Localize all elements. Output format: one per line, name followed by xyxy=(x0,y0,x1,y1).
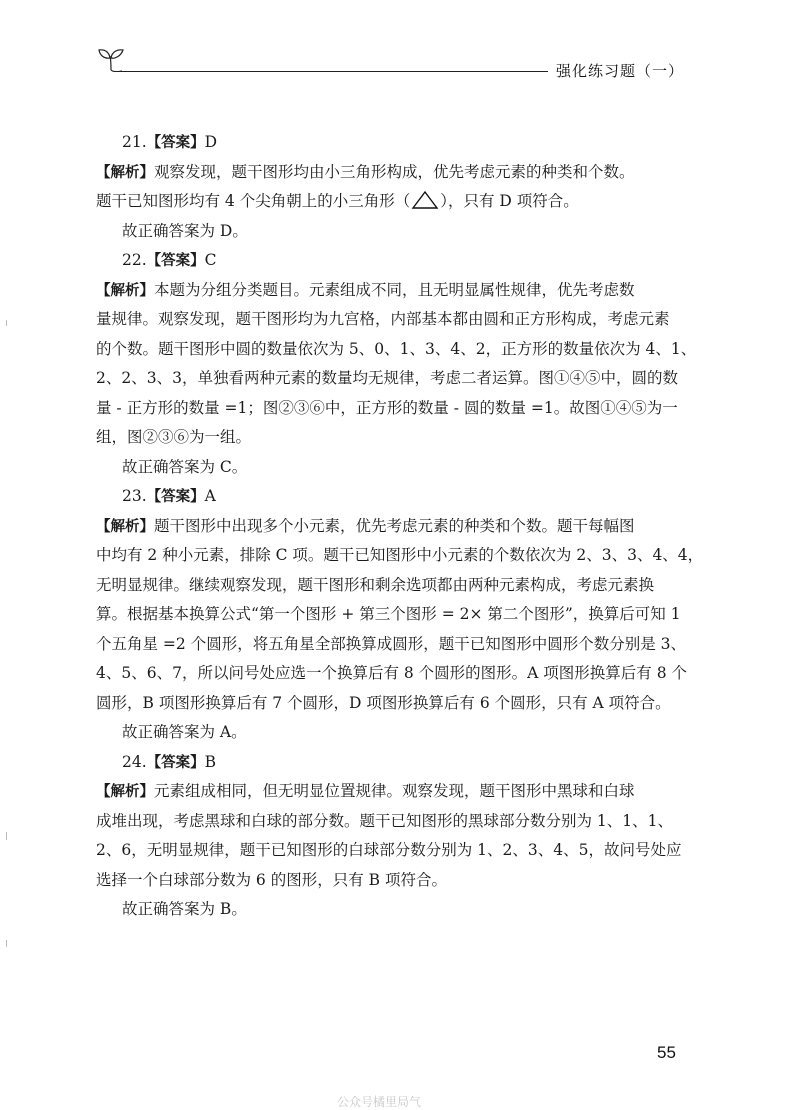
answer-tag: 【答案】 xyxy=(146,253,205,269)
q23-analysis-line: 无明显规律。继续观察发现，题干图形和剩余选项都由两种元素构成，考虑元素换 xyxy=(96,575,655,594)
q23-number: 23. xyxy=(122,487,147,505)
q23-analysis-line: 算。根据基本换算公式“第一个图形 + 第三个图形 = 2× 第二个图形”，换算后可知 1 xyxy=(96,605,681,623)
answer-content xyxy=(96,128,704,925)
q22-analysis-line: 【解析】本题为分组分类题目。元素组成不同，且无明显属性规律，优先考虑数 xyxy=(96,280,635,299)
q24-analysis-line: 选择一个白球部分数为 6 的图形，只有 B 项符合。 xyxy=(96,870,447,889)
scan-speck xyxy=(6,832,7,840)
header-rule xyxy=(118,71,548,72)
answer-tag: 【答案】 xyxy=(146,754,205,771)
q24-analysis-line: 【解析】元素组成相同，但无明显位置规律。观察发现，题干图形中黑球和白球 xyxy=(96,782,635,800)
sprout-icon xyxy=(96,46,126,72)
q22-number: 22. xyxy=(122,251,147,269)
q24-answer: B xyxy=(204,752,217,771)
q22-analysis-line: 2、2、3、3，单独看两种元素的数量均无规律，考虑二者运算。图①④⑤中，圆的数 xyxy=(96,369,678,387)
q24-analysis-line: 成堆出现，考虑黑球和白球的部分数。题干已知图形的黑球部分数分别为 1、1、1、 xyxy=(96,811,674,830)
q22-answer-line xyxy=(120,246,688,276)
q23-analysis-line: 4、5、6、7，所以问号处应选一个换算后有 8 个圆形的图形。A 项图形换算后有 8 个 xyxy=(96,664,688,682)
answer-tag: 【答案】 xyxy=(146,135,205,151)
analysis-tag: 【解析】 xyxy=(96,784,154,800)
q23-analysis-line: 个五角星 =2 个圆形，将五角星全部换算成圆形，题干已知图形中圆形个数分别是 3、 xyxy=(96,634,686,653)
q23-analysis-line: 【解析】题干图形中出现多个小元素，优先考虑元素的种类和个数。题干每幅图 xyxy=(96,516,635,535)
q24-answer-line xyxy=(120,748,688,778)
watermark: 公众号橘里局气 xyxy=(337,1095,422,1109)
q21-number: 21. xyxy=(122,133,147,151)
q24-conclusion: 故正确答案为 B。 xyxy=(122,900,247,918)
q23-analysis-line: 中均有 2 种小元素，排除 C 项。题干已知图形中小元素的个数依次为 2、3、3、4、4， xyxy=(96,546,704,564)
analysis-tag: 【解析】 xyxy=(96,518,154,535)
q21-conclusion: 故正确答案为 D。 xyxy=(122,221,248,240)
q22-analysis-line: 量 - 正方形的数量 =1；图②③⑥中，正方形的数量 - 圆的数量 =1。故图①④⑤为一 xyxy=(96,398,678,417)
q23-analysis-line: 圆形，B 项图形换算后有 7 个圆形，D 项图形换算后有 6 个圆形，只有 A 项符合。 xyxy=(96,693,671,712)
q21-analysis-line: 题干已知图形均有 4 个尖角朝上的小三角形（ ），只有 D 项符合。 xyxy=(96,192,579,210)
q22-conclusion: 故正确答案为 C。 xyxy=(122,457,248,476)
q22-analysis-line: 量规律。观察发现，题干图形均为九宫格，内部基本都由圆和正方形构成，考虑元素 xyxy=(96,310,670,328)
answer-tag: 【答案】 xyxy=(146,489,205,505)
triangle-icon xyxy=(411,190,439,210)
q21-answer: D xyxy=(204,133,218,151)
scan-speck xyxy=(6,320,7,326)
page-number: 55 xyxy=(657,1043,676,1062)
analysis-tag: 【解析】 xyxy=(96,164,154,181)
q24-number: 24. xyxy=(122,752,147,771)
analysis-tag: 【解析】 xyxy=(96,282,154,299)
q21-answer-line xyxy=(120,128,688,158)
q22-analysis-line: 组，图②③⑥为一组。 xyxy=(96,428,252,446)
q22-analysis-line: 的个数。题干图形中圆的数量依次为 5、0、1、3、4、2，正方形的数量依次为 4、1、 xyxy=(96,339,697,358)
q21-analysis-line: 【解析】观察发现，题干图形均由小三角形构成，优先考虑元素的种类和个数。 xyxy=(96,162,635,181)
page-header-title: 强化练习题（一） xyxy=(556,62,685,80)
q23-answer-line xyxy=(120,482,688,512)
q24-analysis-line: 2、6，无明显规律，题干已知图形的白球部分数分别为 1、2、3、4、5，故问号处应 xyxy=(96,841,682,859)
q22-answer: C xyxy=(204,251,217,269)
q23-answer: A xyxy=(204,487,216,505)
scan-speck xyxy=(6,940,7,947)
q23-conclusion: 故正确答案为 A。 xyxy=(122,723,247,741)
